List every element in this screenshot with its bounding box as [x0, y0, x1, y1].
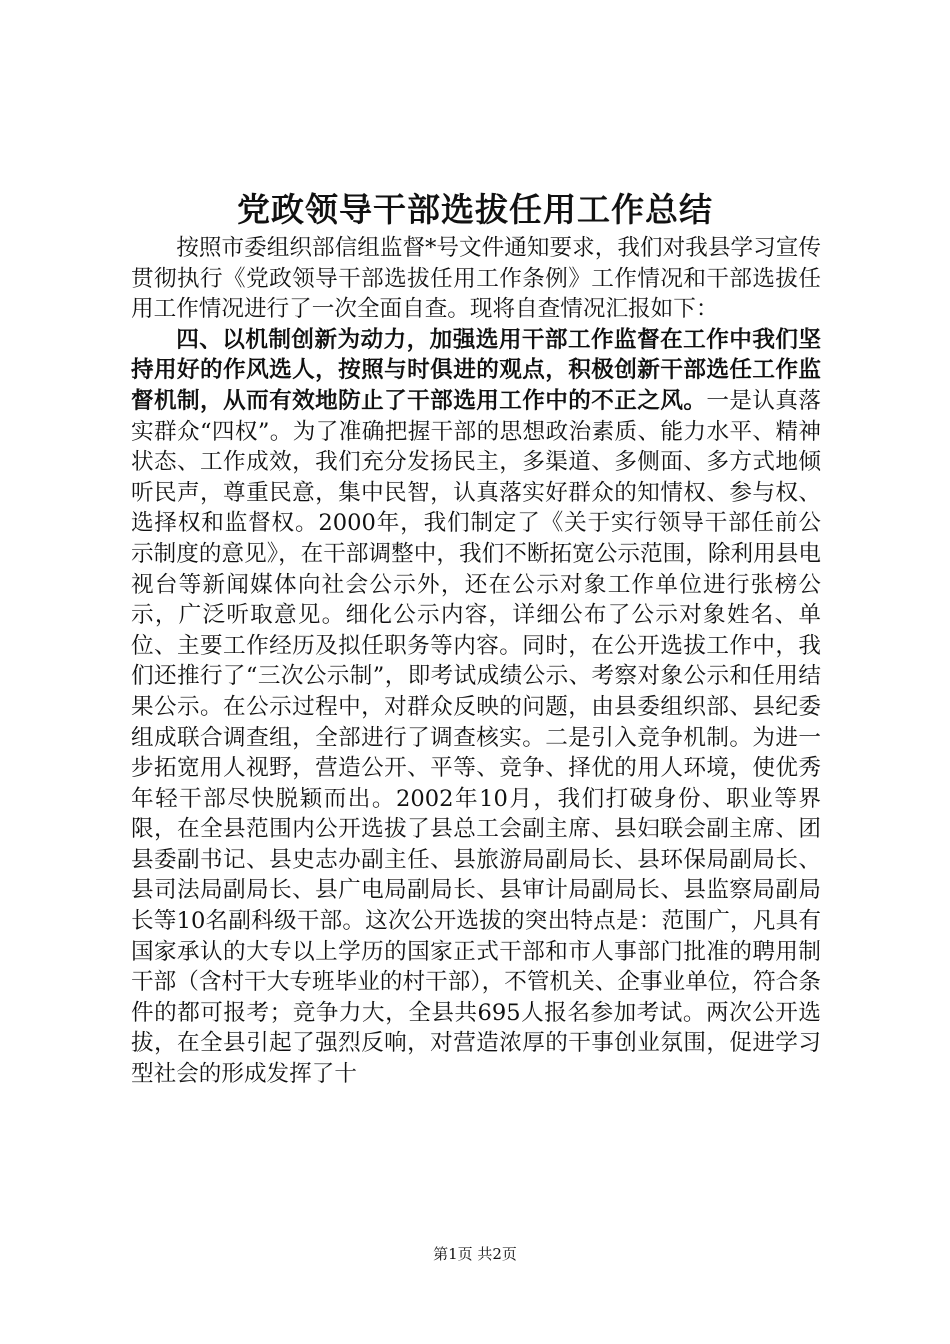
intro-paragraph: 按照市委组织部信组监督*号文件通知要求，我们对我县学习宣传贯彻执行《党政领导干部选拔任用工作条例》工作情况和干部选拔任用工作情况进行了一次全面自查。现将自查情况汇报如下：: [131, 235, 821, 323]
page-number-footer: 第1页 共2页: [433, 1245, 517, 1263]
section-paragraph: [131, 325, 821, 1090]
document-title: 党政领导干部选拔任用工作总结: [237, 190, 713, 229]
section-heading: 四、以机制创新为动力，加强选用干部工作监督在工作中我们坚持用好的作风选人，按照与时俱进的观点，积极创新干部选任工作监督机制，从而有效地防止了干部选用工作中的不正之风。: [131, 326, 821, 414]
section-body: 一是认真落实群众“四权”。为了准确把握干部的思想政治素质、能力水平、精神状态、工作成效，我们充分发扬民主，多渠道、多侧面、多方式地倾听民声，尊重民意，集中民智，认真落实好群众的知情权、参与权、选择权和监督权。2000年，我们制定了《关于实行领导干部任前公示制度的意见》，在干部调整中，我们不断拓宽公示范围，除利用县电视台等新闻媒体向社会公示外，还在公示对象工作单位进行张榜公示，广泛听取意见。细化公示内容，详细公布了公示对象姓名、单位、主要工作经历及拟任职务等内容。同时，在公开选拔工作中，我们还推行了“三次公示制”，即考试成绩公示、考察对象公示和任用结果公示。在公示过程中，对群众反映的问题，由县委组织部、县纪委组成联合调查组，全部进行了调查核实。二是引入竞争机制。为进一步拓宽用人视野，营造公开、平等、竞争、择优的用人环境，使优秀年轻干部尽快脱颖而出。2002年10月，我们打破身份、职业等界限，在全县范围内公开选拔了县总工会副主席、县妇联会副主席、团县委副书记、县史志办副主任、县旅游局副局长、县环保局副局长、县司法局副局长、县广电局副局长、县审计局副局长、县监察局副局长等10名副科级干部。这次公开选拔的突出特点是：范围广，凡具有国家承认的大专以上学历的国家正式干部和市人事部门批准的聘用制干部（含村干大专班毕业的村干部），不管机关、企事业单位，符合条件的都可报考；竞争力大，全县共695人报名参加考试。两次公开选拔，在全县引起了强烈反响，对营造浓厚的干事创业氛围，促进学习型社会的形成发挥了十: [131, 387, 822, 1088]
document-body: [131, 233, 821, 1090]
